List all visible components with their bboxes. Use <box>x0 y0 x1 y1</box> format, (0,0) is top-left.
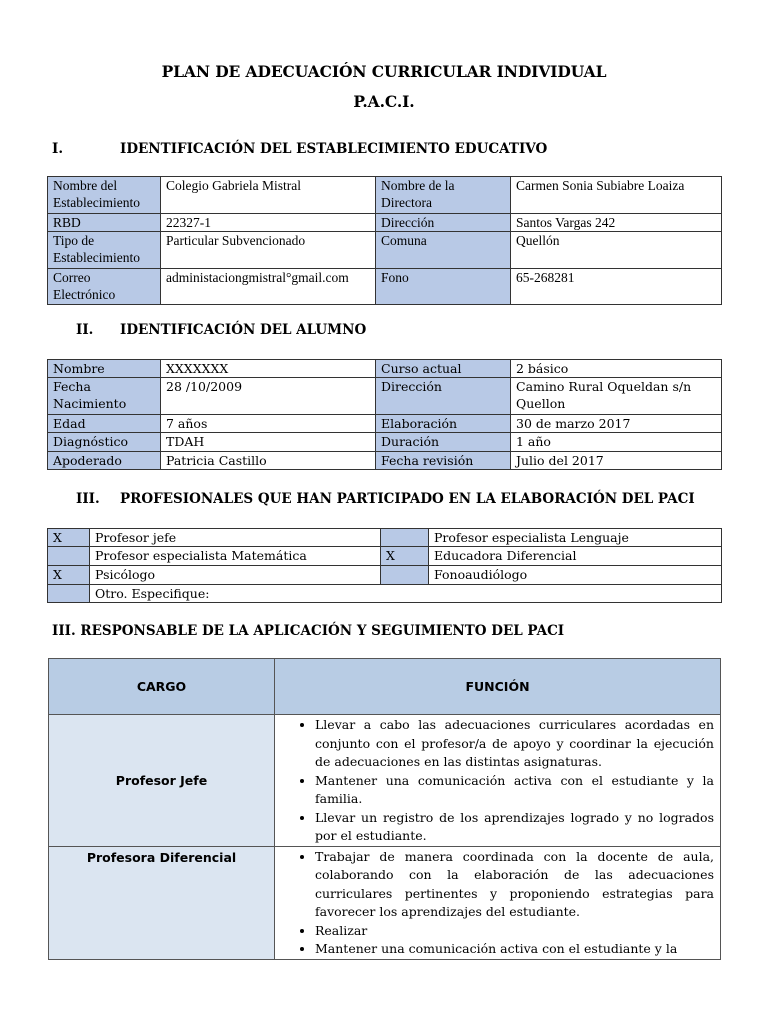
prof-lenguaje: Profesor especialista Lenguaje <box>429 529 722 547</box>
value-nombre: XXXXXXX <box>161 360 376 378</box>
function-item: • Llevar a cabo las adecuaciones curriculares acordadas en conjunto con el profesor/a de apoyo y coordinar la ejecución de adecuaciones en las distintas asignaturas. <box>315 716 714 772</box>
function-item: • Llevar un registro de los aprendizajes logrado y no logrados por el estudiante. <box>315 809 714 846</box>
function-item: • Trabajar de manera coordinada con la docente de aula, colaborando con la elaboración de las adecuaciones curriculares pertinentes y proponiendo estrategias para favorecer los aprendizajes del estudiante. <box>315 848 714 922</box>
prof-otro: Otro. Especifique: <box>90 585 722 603</box>
value-rbd: 22327-1 <box>161 214 376 232</box>
value-apoderado: Patricia Castillo <box>161 452 376 470</box>
section-2-title: IDENTIFICACIÓN DEL ALUMNO <box>120 322 367 338</box>
label-duracion: Duración <box>376 433 511 452</box>
value-direccion: Santos Vargas 242 <box>511 214 722 232</box>
check-lenguaje <box>381 529 429 547</box>
prof-educadora: Educadora Diferencial <box>429 547 722 566</box>
label-comuna: Comuna <box>376 232 511 269</box>
responsibles-table <box>48 658 721 960</box>
value-direccion-alumno: Camino Rural Oqueldan s/n Quellon <box>511 378 722 415</box>
student-table <box>47 359 722 470</box>
label-curso: Curso actual <box>376 360 511 378</box>
value-fecha-nacimiento: 28 /10/2009 <box>161 378 376 415</box>
label-nombre: Nombre <box>48 360 161 378</box>
section-2-number: II. <box>76 322 94 338</box>
functions-profesora-diferencial <box>275 846 721 959</box>
establishment-table <box>47 176 722 305</box>
value-diagnostico: TDAH <box>161 433 376 452</box>
label-directora: Nombre de la Directora <box>376 177 511 214</box>
label-edad: Edad <box>48 415 161 433</box>
value-edad: 7 años <box>161 415 376 433</box>
prof-profesor-jefe: Profesor jefe <box>90 529 381 547</box>
label-direccion-alumno: Dirección <box>376 378 511 415</box>
check-fonoaudiologo <box>381 566 429 585</box>
check-psicologo: X <box>48 566 90 585</box>
check-educadora: X <box>381 547 429 566</box>
label-diagnostico: Diagnóstico <box>48 433 161 452</box>
function-item: • Realizar <box>315 922 714 941</box>
functions-profesor-jefe <box>275 715 721 847</box>
prof-matematica: Profesor especialista Matemática <box>90 547 381 566</box>
check-matematica <box>48 547 90 566</box>
role-profesor-jefe: Profesor Jefe <box>49 715 275 847</box>
prof-psicologo: Psicólogo <box>90 566 381 585</box>
professionals-table <box>47 528 722 603</box>
role-profesora-diferencial: Profesora Diferencial <box>49 846 275 959</box>
check-otro <box>48 585 90 603</box>
value-nombre-establecimiento: Colegio Gabriela Mistral <box>161 177 376 214</box>
section-3-title: PROFESIONALES QUE HAN PARTICIPADO EN LA ELABORACIÓN DEL PACI <box>120 491 695 507</box>
label-elaboracion: Elaboración <box>376 415 511 433</box>
section-2-heading <box>76 322 366 338</box>
label-nombre-establecimiento: Nombre del Establecimiento <box>48 177 161 214</box>
value-comuna: Quellón <box>511 232 722 269</box>
label-correo: Correo Electrónico <box>48 269 161 305</box>
label-rbd: RBD <box>48 214 161 232</box>
section-1-number: I. <box>52 141 64 157</box>
label-direccion: Dirección <box>376 214 511 232</box>
document-title: PLAN DE ADECUACIÓN CURRICULAR INDIVIDUAL <box>161 62 607 81</box>
section-4-heading: III. RESPONSABLE DE LA APLICACIÓN Y SEGUIMIENTO DEL PACI <box>52 623 565 639</box>
value-correo: administaciongmistral°gmail.com <box>161 269 376 305</box>
label-apoderado: Apoderado <box>48 452 161 470</box>
header-cargo: CARGO <box>49 659 275 715</box>
value-curso: 2 básico <box>511 360 722 378</box>
header-funcion: FUNCIÓN <box>275 659 721 715</box>
label-tipo-establecimiento: Tipo de Establecimiento <box>48 232 161 269</box>
function-item: • Mantener una comunicación activa con el estudiante y la <box>315 940 714 959</box>
section-1-title: IDENTIFICACIÓN DEL ESTABLECIMIENTO EDUCATIVO <box>120 141 548 157</box>
value-directora: Carmen Sonia Subiabre Loaiza <box>511 177 722 214</box>
label-fecha-revision: Fecha revisión <box>376 452 511 470</box>
section-3-number: III. <box>76 491 100 507</box>
value-elaboracion: 30 de marzo 2017 <box>511 415 722 433</box>
label-fono: Fono <box>376 269 511 305</box>
check-profesor-jefe: X <box>48 529 90 547</box>
value-fono: 65-268281 <box>511 269 722 305</box>
function-item: • Mantener una comunicación activa con el estudiante y la familia. <box>315 772 714 809</box>
document-subtitle: P.A.C.I. <box>353 92 415 111</box>
value-fecha-revision: Julio del 2017 <box>511 452 722 470</box>
value-duracion: 1 año <box>511 433 722 452</box>
section-1-heading <box>52 141 547 157</box>
section-3-heading <box>76 491 695 507</box>
label-fecha-nacimiento: Fecha Nacimiento <box>48 378 161 415</box>
value-tipo-establecimiento: Particular Subvencionado <box>161 232 376 269</box>
prof-fonoaudiologo: Fonoaudiólogo <box>429 566 722 585</box>
